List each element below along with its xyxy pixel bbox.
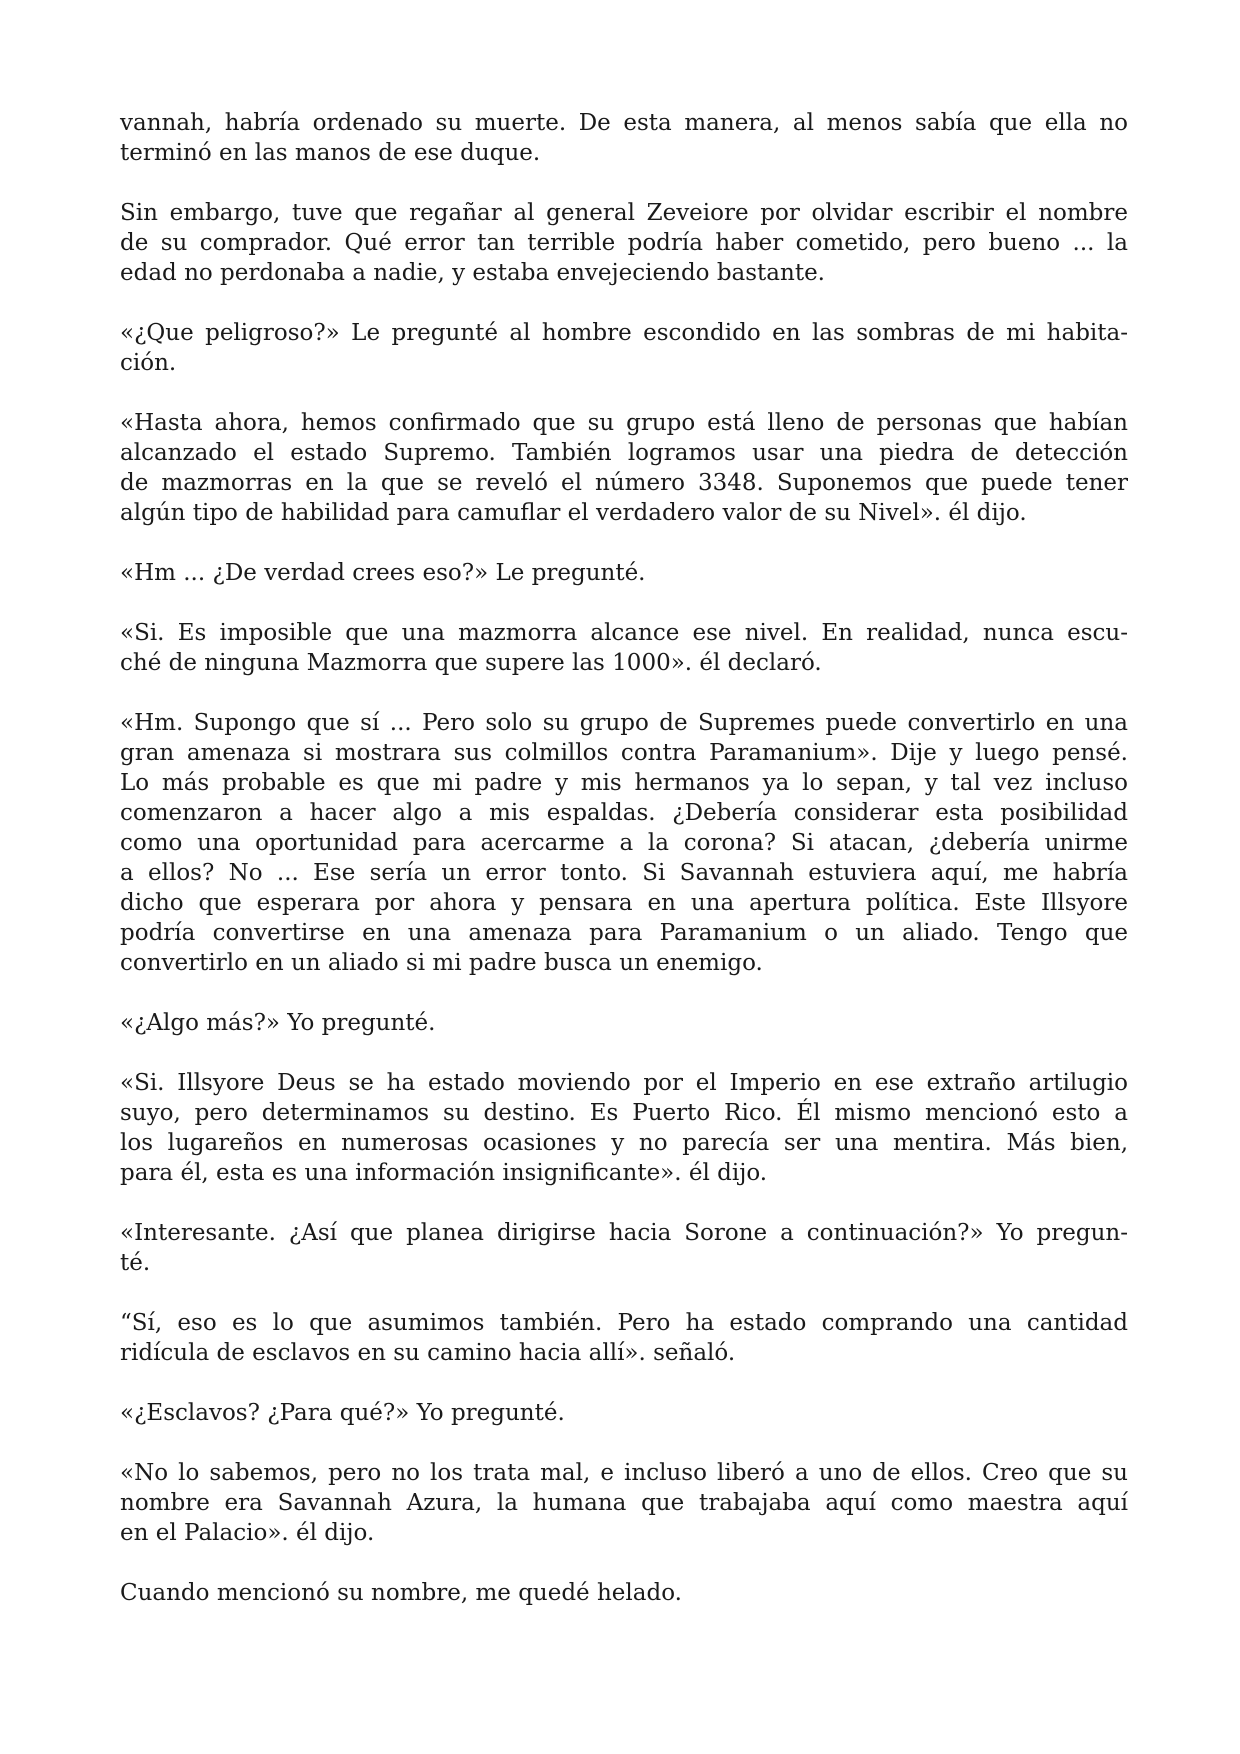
paragraph	[120, 1308, 1128, 1368]
paragraph	[120, 1008, 1128, 1038]
text-line: edad no perdonaba a nadie, y estaba envejeciendo bastante.	[120, 260, 825, 286]
text-line: como una oportunidad para acercarme a la corona? Si atacan, ¿debería unirme	[120, 830, 1128, 856]
text-line: para él, esta es una información insignificante». él dijo.	[120, 1160, 768, 1186]
text-line: gran amenaza si mostrara sus colmillos contra Paramanium». Dije y luego pensé.	[120, 740, 1128, 766]
text-line: ridícula de esclavos en su camino hacia allí». señaló.	[120, 1340, 736, 1366]
paragraph	[120, 408, 1128, 528]
text-line: «Hasta ahora, hemos confirmado que su grupo está lleno de personas que habían	[120, 410, 1128, 436]
text-line: «Si. Es imposible que una mazmorra alcance ese nivel. En realidad, nunca escu-	[120, 620, 1128, 646]
text-line: «¿Esclavos? ¿Para qué?» Yo pregunté.	[120, 1400, 565, 1426]
paragraph	[120, 198, 1128, 288]
text-line: en el Palacio». él dijo.	[120, 1520, 375, 1546]
text-line: «Hm ... ¿De verdad crees eso?» Le pregunté.	[120, 560, 646, 586]
paragraph	[120, 318, 1128, 378]
text-line: Lo más probable es que mi padre y mis hermanos ya lo sepan, y tal vez incluso	[120, 770, 1128, 796]
text-line: los lugareños en numerosas ocasiones y no parecía ser una mentira. Más bien,	[120, 1130, 1128, 1156]
text-line: vannah, habría ordenado su muerte. De esta manera, al menos sabía que ella no	[120, 110, 1128, 136]
text-line: «No lo sabemos, pero no los trata mal, e incluso liberó a uno de ellos. Creo que su	[120, 1460, 1128, 1486]
paragraph	[120, 1068, 1128, 1188]
text-line: Sin embargo, tuve que regañar al general Zeveiore por olvidar escribir el nombre	[120, 200, 1128, 226]
text-line: «¿Que peligroso?» Le pregunté al hombre escondido en las sombras de mi habita-	[120, 320, 1128, 346]
paragraph	[120, 108, 1128, 168]
text-line: dicho que esperara por ahora y pensara en una apertura política. Este Illsyore	[120, 890, 1128, 916]
document-page	[120, 108, 1128, 1638]
paragraph	[120, 1218, 1128, 1278]
text-line: convertirlo en un aliado si mi padre busca un enemigo.	[120, 950, 763, 976]
text-line: terminó en las manos de ese duque.	[120, 140, 541, 166]
paragraph	[120, 618, 1128, 678]
text-line: té.	[120, 1250, 151, 1276]
text-line: algún tipo de habilidad para camuflar el verdadero valor de su Nivel». él dijo.	[120, 500, 1027, 526]
text-line: de mazmorras en la que se reveló el número 3348. Suponemos que puede tener	[120, 470, 1128, 496]
text-line: alcanzado el estado Supremo. También logramos usar una piedra de detección	[120, 440, 1128, 466]
text-line: Cuando mencionó su nombre, me quedé helado.	[120, 1580, 682, 1606]
text-line: de su comprador. Qué error tan terrible podría haber cometido, pero bueno ... la	[120, 230, 1128, 256]
text-line: «¿Algo más?» Yo pregunté.	[120, 1010, 436, 1036]
text-line: podría convertirse en una amenaza para Paramanium o un aliado. Tengo que	[120, 920, 1128, 946]
text-line: comenzaron a hacer algo a mis espaldas. ¿Debería considerar esta posibilidad	[120, 800, 1128, 826]
paragraph	[120, 1398, 1128, 1428]
paragraph	[120, 1458, 1128, 1548]
text-line: «Si. Illsyore Deus se ha estado moviendo por el Imperio en ese extraño artilugio	[120, 1070, 1128, 1096]
text-line: a ellos? No ... Ese sería un error tonto. Si Savannah estuviera aquí, me habría	[120, 860, 1128, 886]
text-line: «Interesante. ¿Así que planea dirigirse hacia Sorone a continuación?» Yo pregun-	[120, 1220, 1128, 1246]
text-line: nombre era Savannah Azura, la humana que trabajaba aquí como maestra aquí	[120, 1490, 1128, 1516]
paragraph	[120, 1578, 1128, 1608]
text-line: suyo, pero determinamos su destino. Es Puerto Rico. Él mismo mencionó esto a	[120, 1100, 1128, 1126]
text-line: ché de ninguna Mazmorra que supere las 1000». él declaró.	[120, 650, 822, 676]
text-line: ción.	[120, 350, 177, 376]
text-line: “Sí, eso es lo que asumimos también. Pero ha estado comprando una cantidad	[120, 1310, 1128, 1336]
paragraph	[120, 558, 1128, 588]
paragraph	[120, 708, 1128, 978]
text-line: «Hm. Supongo que sí ... Pero solo su grupo de Supremes puede convertirlo en una	[120, 710, 1128, 736]
